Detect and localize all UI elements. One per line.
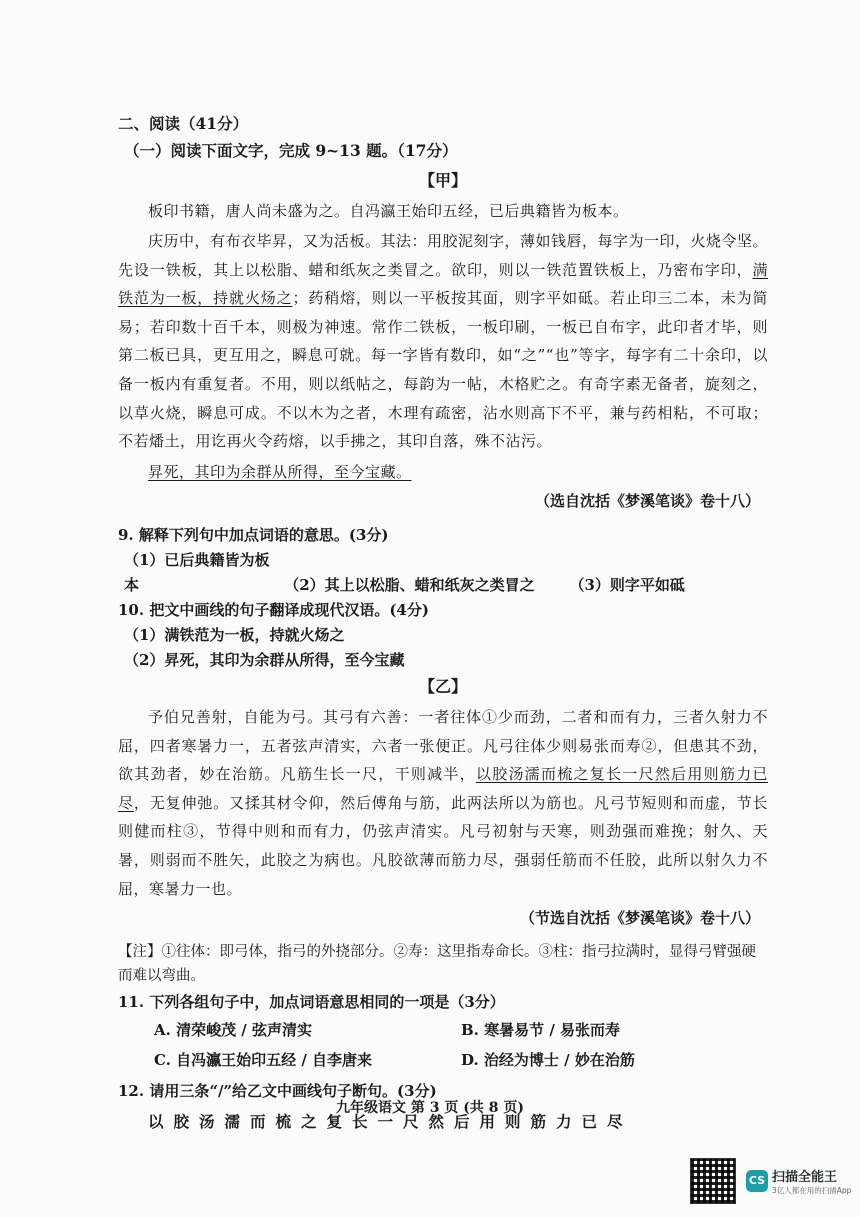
underlined-sentence: 昇死，其印为余群从所得，至今宝藏。 — [148, 462, 412, 481]
passage-yi-text: 予伯兄善射，自能为弓。其弓有六善：一者往体①少而劲，二者和而有力，三者久射力不屈，四者寒暑力一，五者弦声清实，六者一张便正。凡弓往体少则易张而寿②，但患其不劲，欲其劲者，妙在治筋。凡筋生长一尺，干则减半， — [118, 707, 768, 784]
underlined-sentence: 满铁范为一板，持就火炀之 — [118, 260, 768, 308]
page-content — [118, 112, 768, 1133]
qr-code-icon — [690, 1158, 736, 1204]
camscanner-logo: CS — [746, 1170, 768, 1192]
section-title: 二、阅读（41分） — [118, 114, 249, 133]
question-9: 9. 解释下列句中加点词语的意思。(3分) — [118, 525, 389, 544]
passage-jia-source: （选自沈括《梦溪笔谈》卷十八） — [534, 492, 760, 511]
question-9-item: （2）其上以松脂、蜡和纸灰之类冒之 — [284, 575, 535, 594]
page-footer: 九年级语文 第 3 页 (共 8 页) — [336, 1100, 524, 1116]
watermark-tagline: 3亿人都在用的扫描App — [772, 1186, 852, 1195]
passage-yi-marker: 【乙】 — [418, 676, 467, 696]
passage-jia-text: 庆历中，有布衣毕昇，又为活板。其法：用胶泥刻字，薄如钱唇，每字为一印，火烧令坚。先设一铁板，其上以松脂、蜡和纸灰之类冒之。欲印，则以一铁范置铁板上，乃密布字印， — [118, 232, 769, 279]
section-sub-title: （一）阅读下面文字，完成 9~13 题。（17分） — [124, 141, 458, 161]
question-12: 12. 请用三条“/”给乙文中画线句子断句。(3分) — [118, 1081, 437, 1100]
question-11: 11. 下列各组句子中，加点词语意思相同的一项是（3分） — [118, 992, 505, 1011]
question-9-item: （1）已后典籍皆为板本 — [124, 550, 270, 594]
question-9-items — [124, 548, 768, 598]
watermark-app-name: 扫描全能王 — [772, 1170, 838, 1185]
watermark-text — [772, 1166, 851, 1196]
option-d: D. 治经为博士 / 妙在治筋 — [461, 1050, 635, 1069]
question-10: 10. 把文中画线的句子翻译成现代汉语。(4分) — [118, 600, 429, 619]
option-a: A. 清荣峻茂 / 弦声清实 — [154, 1020, 313, 1039]
passage-jia-paragraph-3 — [118, 458, 768, 487]
scanner-watermark — [690, 1158, 851, 1204]
passage-yi-paragraph — [118, 703, 768, 903]
question-10-item: （1）满铁范为一板，持就火炀之 — [124, 625, 345, 644]
passage-jia-text: ；药稍熔，则以一平板按其面，则字平如砥。若止印三二本，未为简易；若印数十百千本，则极为神速。常作二铁板，一板印刷，一板已自布字，此印者才毕，则第二板已具，更互用之，瞬息可就。每一字皆有数印，如“之”“也”等字，每字有二十余印，以备一板内有重复者。不用，则以纸帖之，每韵为一帖，木格贮之。有奇字素无备者，旋刻之，以草火烧，瞬息可成。不以木为之者，木理有疏密，沾水则高下不平，兼与药相粘，不可取；不若燔土，用讫再火令药熔，以手拂之，其印自落，殊不沾污。 — [118, 289, 768, 451]
option-b: B. 寒暑易节 / 易张而寿 — [461, 1020, 621, 1039]
question-11-options — [154, 1019, 768, 1071]
question-12-sentence: 以胶汤濡而梳之复长一尺然后用则筋力已尽 — [148, 1111, 633, 1131]
passage-yi-note: 【注】①往体：即弓体，指弓的外挠部分。②寿：这里指寿命长。③柱：指弓拉满时，显得弓臂强硬而难以弯曲。 — [118, 943, 756, 984]
passage-jia-marker: 【甲】 — [418, 170, 467, 190]
passage-jia-paragraph-2 — [118, 227, 768, 456]
passage-yi-text: ，无复伸弛。又揉其材令仰，然后傅角与筋，此两法所以为筋也。凡弓节短则和而虚，节长则健而柱③，节得中则和而有力，仍弦声清实。凡弓初射与天寒，则劲强而难挽；射久、天暑，则弱而不胜矢，此胶之为病也。凡胶欲薄而筋力尽，强弱任筋而不任胶，此所以射久力不屈，寒暑力一也。 — [118, 793, 768, 898]
question-10-item: （2）昇死，其印为余群从所得，至今宝藏 — [124, 650, 405, 669]
passage-jia-paragraph-1: 板印书籍，唐人尚未盛为之。自冯瀛王始印五经，已后典籍皆为板本。 — [148, 201, 629, 220]
passage-yi-source: （节选自沈括《梦溪笔谈》卷十八） — [519, 909, 760, 928]
option-c: C. 自冯瀛王始印五经 / 自李唐来 — [154, 1050, 373, 1069]
underlined-sentence: 以胶汤濡而梳之复长一尺然后用则筋力已尽 — [118, 765, 768, 812]
question-9-item: （3）则字平如砥 — [569, 575, 685, 594]
